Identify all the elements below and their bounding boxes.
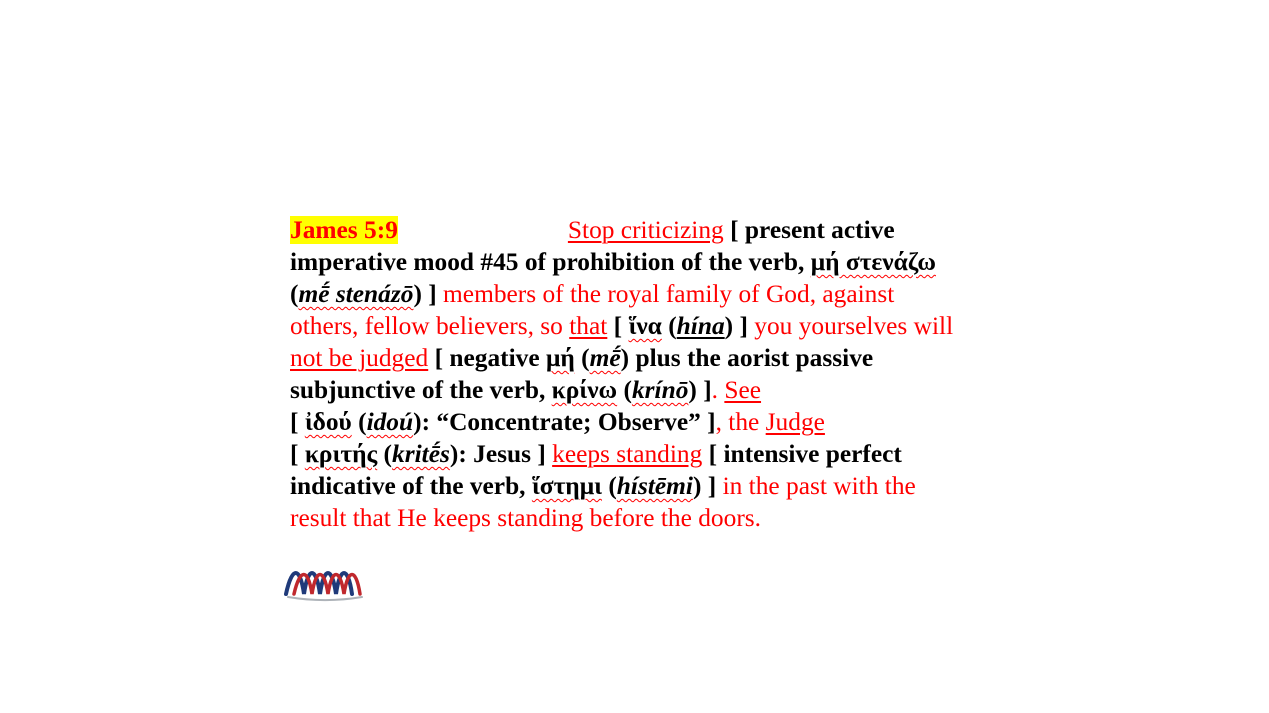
phrase-stop-criticizing: Stop criticizing bbox=[567, 216, 724, 244]
translation-text: in the past with the result that He keeps standing before the doors. bbox=[290, 472, 916, 532]
grammar-note: [ negative bbox=[428, 344, 546, 372]
grammar-note: ( bbox=[601, 472, 617, 500]
grammar-note: [ bbox=[290, 440, 305, 468]
transliteration: mḗ stenázō bbox=[298, 280, 414, 308]
grammar-note: ( bbox=[290, 280, 299, 308]
grammar-note: [ present active imperative mood #45 of prohibition of the verb, bbox=[290, 216, 895, 276]
translation-text: you yourselves will bbox=[754, 312, 954, 340]
transliteration: idoú bbox=[366, 408, 414, 436]
transliteration: hína bbox=[676, 312, 725, 340]
greek-word: ἰδού bbox=[304, 408, 352, 436]
greek-word: ἵστημι bbox=[531, 472, 602, 500]
phrase-judge: Judge bbox=[765, 408, 825, 436]
grammar-note: ) ] bbox=[413, 280, 444, 308]
transliteration: hístēmi bbox=[616, 472, 693, 500]
translation-text: . bbox=[711, 376, 725, 404]
translation-text: members of the royal family of God, against others, fellow believers, so bbox=[290, 280, 895, 340]
greek-word: ἵνα bbox=[628, 312, 662, 340]
grammar-note: ( bbox=[574, 344, 590, 372]
greek-word: μή στενάζω bbox=[810, 248, 936, 276]
greek-word: κριτής bbox=[304, 440, 378, 468]
grammar-note: ) ] bbox=[692, 472, 723, 500]
transliteration: krínō bbox=[631, 376, 689, 404]
grammar-note: ) ] bbox=[724, 312, 755, 340]
grammar-note: ( bbox=[617, 376, 632, 404]
phrase-keeps-standing: keeps standing bbox=[552, 440, 703, 468]
grammar-note: ( bbox=[661, 312, 677, 340]
translation-text: , the bbox=[715, 408, 766, 436]
transliteration: kritḗs bbox=[392, 440, 450, 468]
greek-word: μή bbox=[545, 344, 575, 372]
wave-logo-icon bbox=[282, 562, 366, 602]
greek-word: κρίνω bbox=[551, 376, 618, 404]
phrase-that: that bbox=[569, 312, 608, 340]
grammar-note: ) plus the aorist passive subjunctive of the verb, bbox=[290, 344, 874, 404]
grammar-note: [ bbox=[290, 408, 305, 436]
grammar-note: [ intensive perfect indicative of the verb, bbox=[290, 440, 902, 500]
verse-reference: James 5:9 bbox=[290, 216, 398, 244]
grammar-note: ): “Concentrate; Observe” ] bbox=[413, 408, 716, 436]
grammar-note: ) ] bbox=[688, 376, 712, 404]
grammar-note: ): Jesus ] bbox=[449, 440, 553, 468]
grammar-note: [ bbox=[607, 312, 629, 340]
grammar-note: ( bbox=[351, 408, 367, 436]
phrase-not-be-judged: not be judged bbox=[290, 344, 429, 372]
phrase-see: See bbox=[724, 376, 762, 404]
transliteration: mḗ bbox=[589, 344, 621, 372]
grammar-note: ( bbox=[377, 440, 393, 468]
verse-passage bbox=[290, 214, 958, 534]
